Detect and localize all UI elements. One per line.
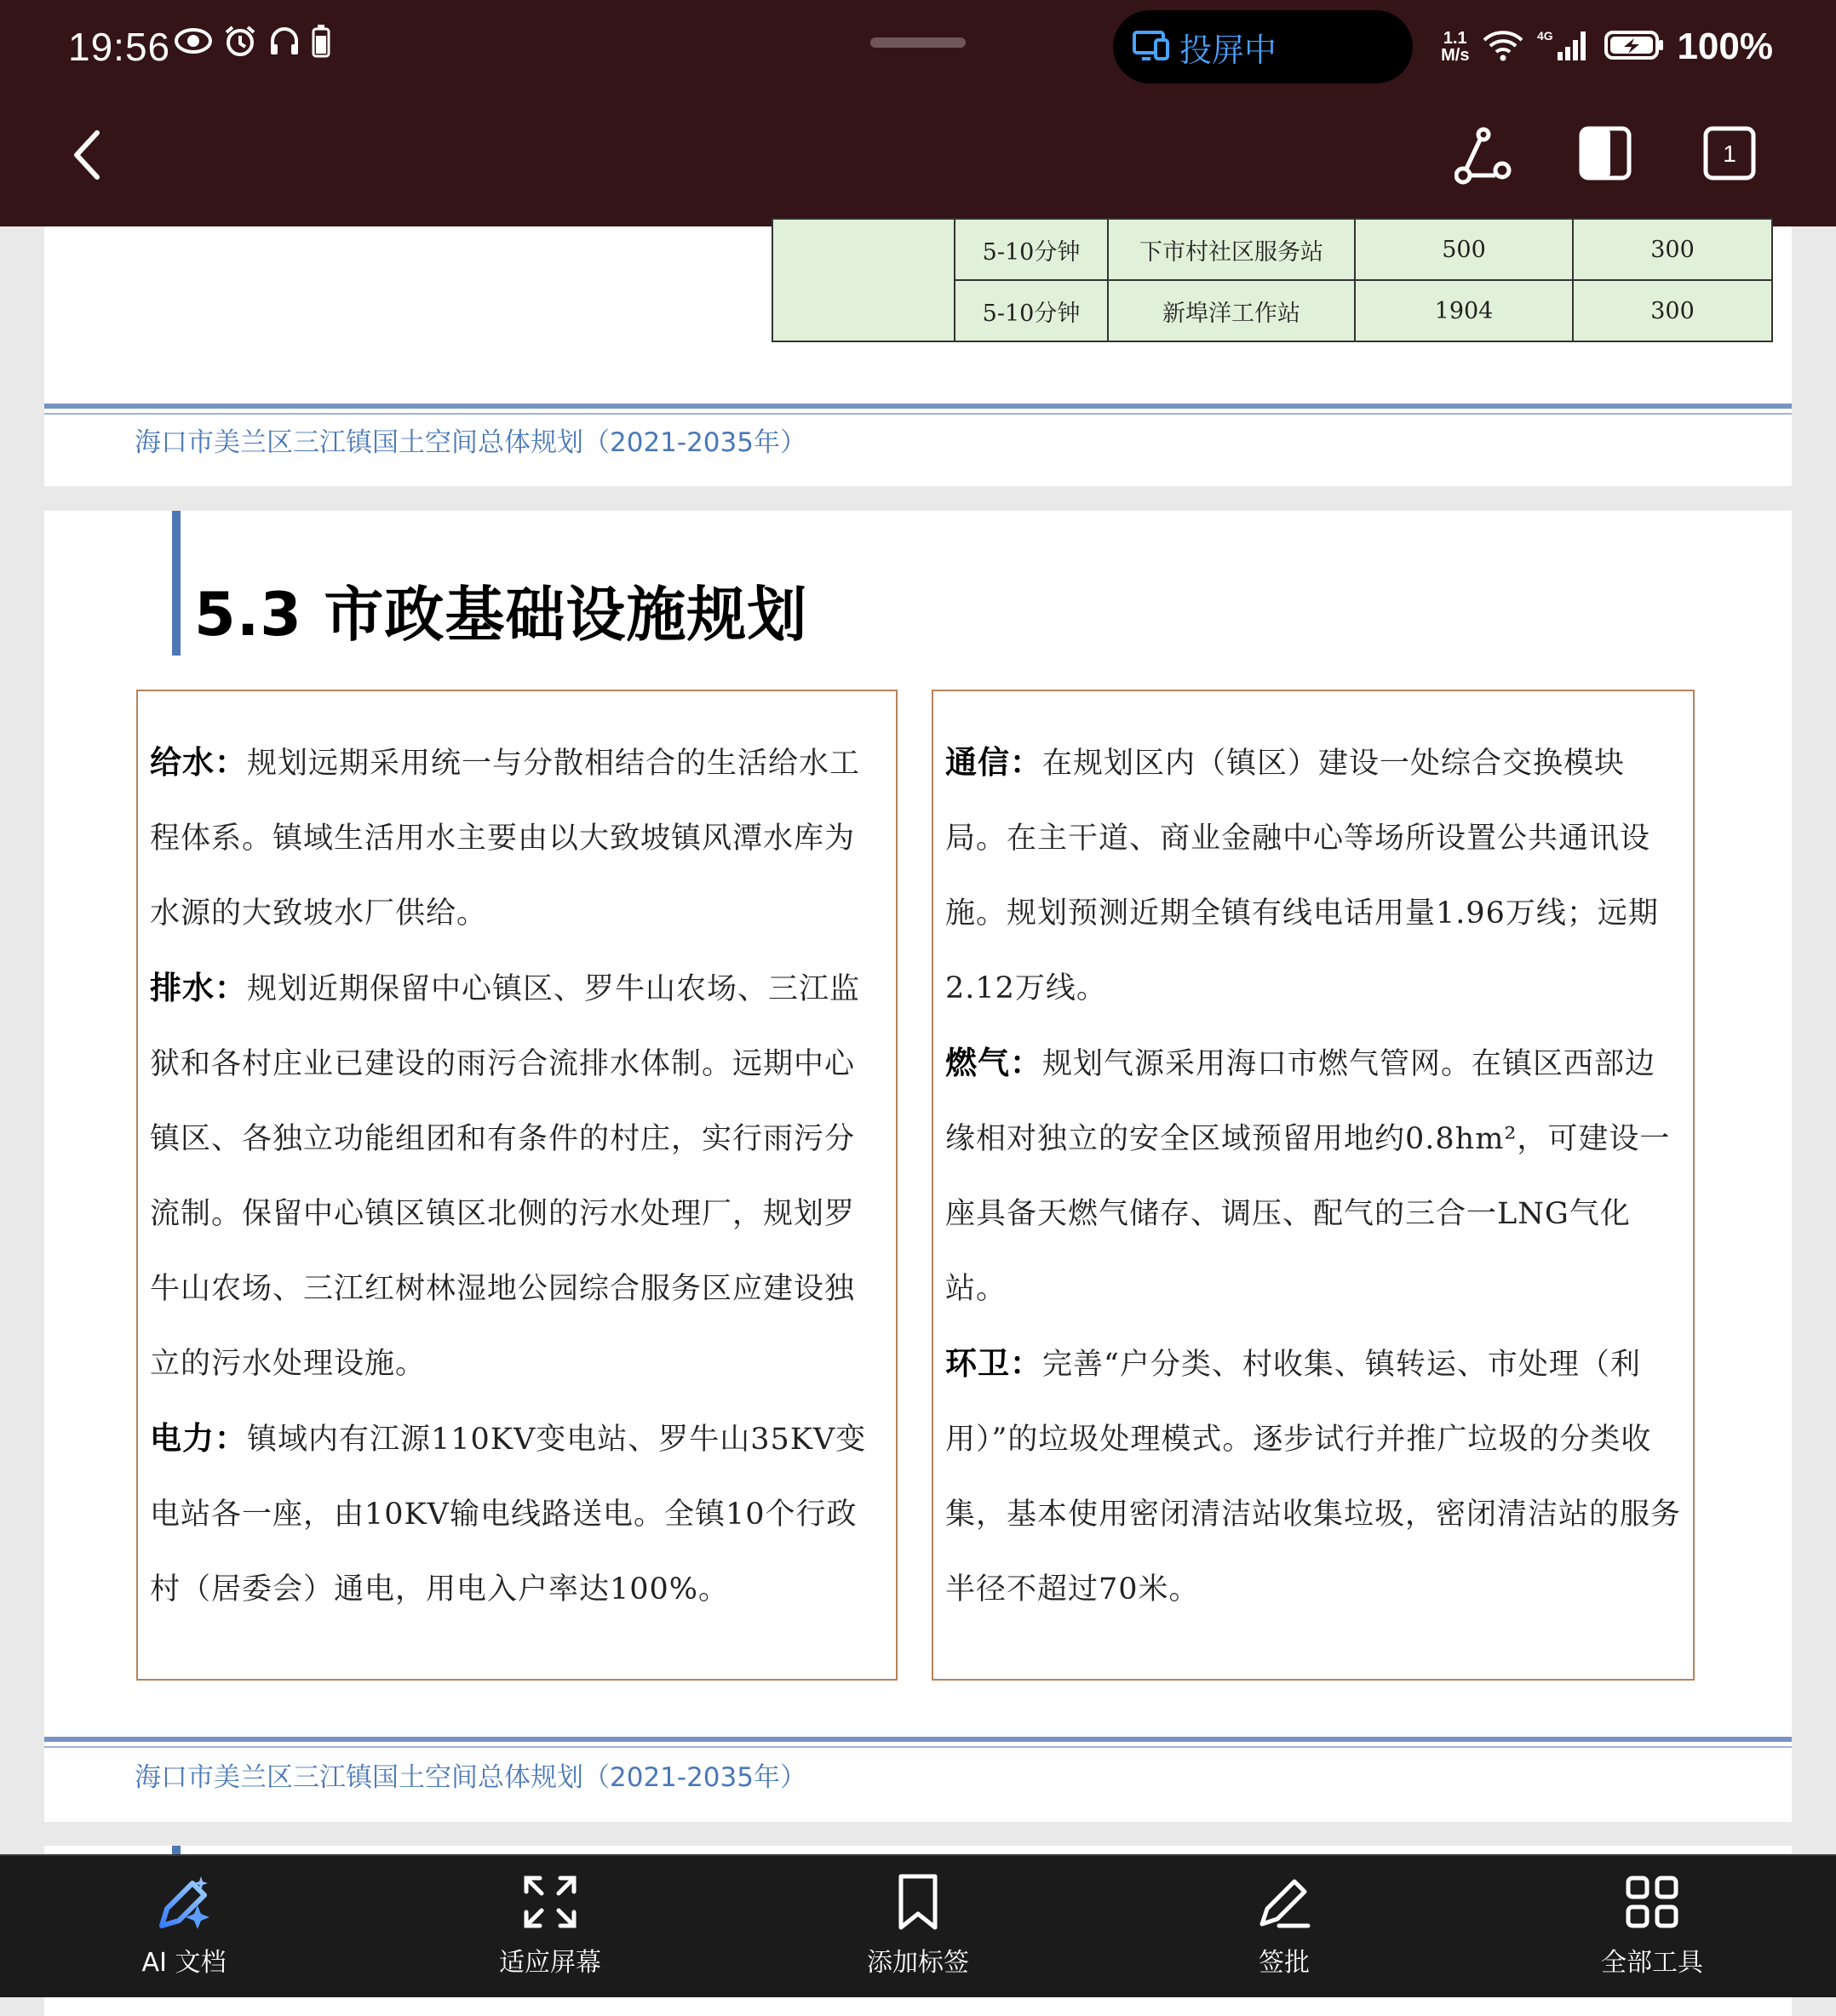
battery-percent: 100% — [1677, 26, 1773, 67]
wifi-icon — [1481, 28, 1525, 66]
table-cell: 下市村社区服务站 — [1108, 219, 1355, 280]
ai-document-label: AI 文档 — [141, 1948, 227, 1978]
paragraph-power: 电力：镇域内有江源110KV变电站、罗牛山35KV变电站各一座，由10KV输电线路送电。全镇10个行政村（居委会）通电，用电入户率达100%。 — [150, 1420, 867, 1606]
table-cell — [772, 219, 955, 341]
cast-icon — [1132, 28, 1171, 66]
footer-rule — [44, 1746, 1792, 1748]
table-cell: 300 — [1573, 280, 1772, 341]
station-table — [772, 218, 1773, 342]
screen-cast-indicator[interactable] — [1113, 10, 1413, 83]
table-cell: 500 — [1355, 219, 1573, 280]
heading-accent-bar — [172, 511, 181, 656]
cast-label: 投屏中 — [1179, 31, 1277, 69]
content-box-right — [932, 690, 1695, 1681]
network-speed: 1.1 M/s — [1441, 29, 1470, 65]
page-count-icon[interactable] — [1703, 126, 1756, 184]
footer-rule — [44, 404, 1792, 409]
svg-text:1: 1 — [1723, 140, 1736, 167]
alarm-icon — [223, 24, 257, 58]
single-page-view-icon[interactable] — [1579, 126, 1632, 184]
status-time: 19:56 — [68, 25, 171, 69]
share-icon[interactable] — [1454, 126, 1512, 189]
fit-screen-label: 适应屏幕 — [499, 1948, 601, 1978]
add-bookmark-button[interactable] — [790, 1871, 1046, 1979]
ai-pen-icon — [56, 1871, 312, 1933]
paragraph-drainage: 排水：规划近期保留中心镇区、罗牛山农场、三江监狱和各村庄业已建设的雨污合流排水体制。远期中心镇区、各独立功能组团和有条件的村庄，实行雨污分流制。保留中心镇区镇区北侧的污水处理厂，规划罗牛山农场、三江红树林湿地公园综合服务区应建设独立的污水处理设施。 — [150, 970, 861, 1381]
battery-charging-icon — [1604, 28, 1665, 66]
content-box-left — [136, 690, 898, 1681]
signal-4g-icon — [1537, 28, 1592, 66]
fit-screen-button[interactable] — [422, 1871, 678, 1979]
all-tools-button[interactable] — [1524, 1871, 1780, 1979]
paragraph-sanitation: 环卫：完善“户分类、村收集、镇转运、市处理（利用）”的垃圾处理模式。逐步试行并推广垃圾的分类收集，基本使用密闭清洁站收集垃圾，密闭清洁站的服务半径不超过70米。 — [945, 1345, 1682, 1606]
footer-rule — [44, 413, 1792, 415]
device-battery-icon — [312, 24, 330, 58]
bookmark-icon — [790, 1871, 1046, 1933]
eye-icon — [174, 24, 213, 58]
app-header — [0, 0, 1836, 226]
headphones-icon — [267, 24, 301, 58]
ai-document-button[interactable] — [56, 1871, 312, 1979]
section-title: 5.3 市政基础设施规划 — [194, 580, 808, 650]
svg-text:4G: 4G — [1537, 28, 1554, 43]
back-icon[interactable] — [72, 128, 102, 186]
paragraph-telecom: 通信：在规划区内（镇区）建设一处综合交换模块局。在主干道、商业金融中心等场所设置公共通讯设施。规划预测近期全镇有线电话用量1.96万线；远期2.12万线。 — [945, 744, 1659, 1005]
sign-label: 签批 — [1259, 1948, 1310, 1978]
document-page — [44, 226, 1792, 486]
table-cell: 300 — [1573, 219, 1772, 280]
notch-pill — [870, 37, 966, 48]
bottom-toolbar — [0, 1854, 1836, 1997]
sign-button[interactable] — [1156, 1871, 1412, 1979]
table-cell: 5-10分钟 — [955, 219, 1108, 280]
status-icons — [174, 24, 330, 58]
page-footer: 海口市美兰区三江镇国土空间总体规划（2021-2035年） — [135, 427, 806, 458]
add-bookmark-label: 添加标签 — [867, 1948, 969, 1978]
table-cell: 1904 — [1355, 280, 1573, 341]
grid-icon — [1524, 1871, 1780, 1933]
document-page — [44, 511, 1792, 1822]
status-right — [1441, 26, 1773, 68]
heading-accent-bar — [172, 1846, 181, 1854]
fit-screen-icon — [422, 1871, 678, 1933]
page-footer: 海口市美兰区三江镇国土空间总体规划（2021-2035年） — [135, 1762, 806, 1793]
table-row — [772, 219, 1772, 280]
all-tools-label: 全部工具 — [1601, 1948, 1703, 1978]
paragraph-gas: 燃气：规划气源采用海口市燃气管网。在镇区西部边缘相对独立的安全区域预留用地约0.8hm²，可建设一座具备天燃气储存、调压、配气的三合一LNG气化站。 — [945, 1045, 1671, 1306]
pen-icon — [1156, 1871, 1412, 1933]
table-cell: 5-10分钟 — [955, 280, 1108, 341]
footer-rule — [44, 1737, 1792, 1742]
table-cell: 新埠洋工作站 — [1108, 280, 1355, 341]
paragraph-water-supply: 给水：规划远期采用统一与分散相结合的生活给水工程体系。镇域生活用水主要由以大致坡镇风潭水库为水源的大致坡水厂供给。 — [150, 744, 861, 931]
